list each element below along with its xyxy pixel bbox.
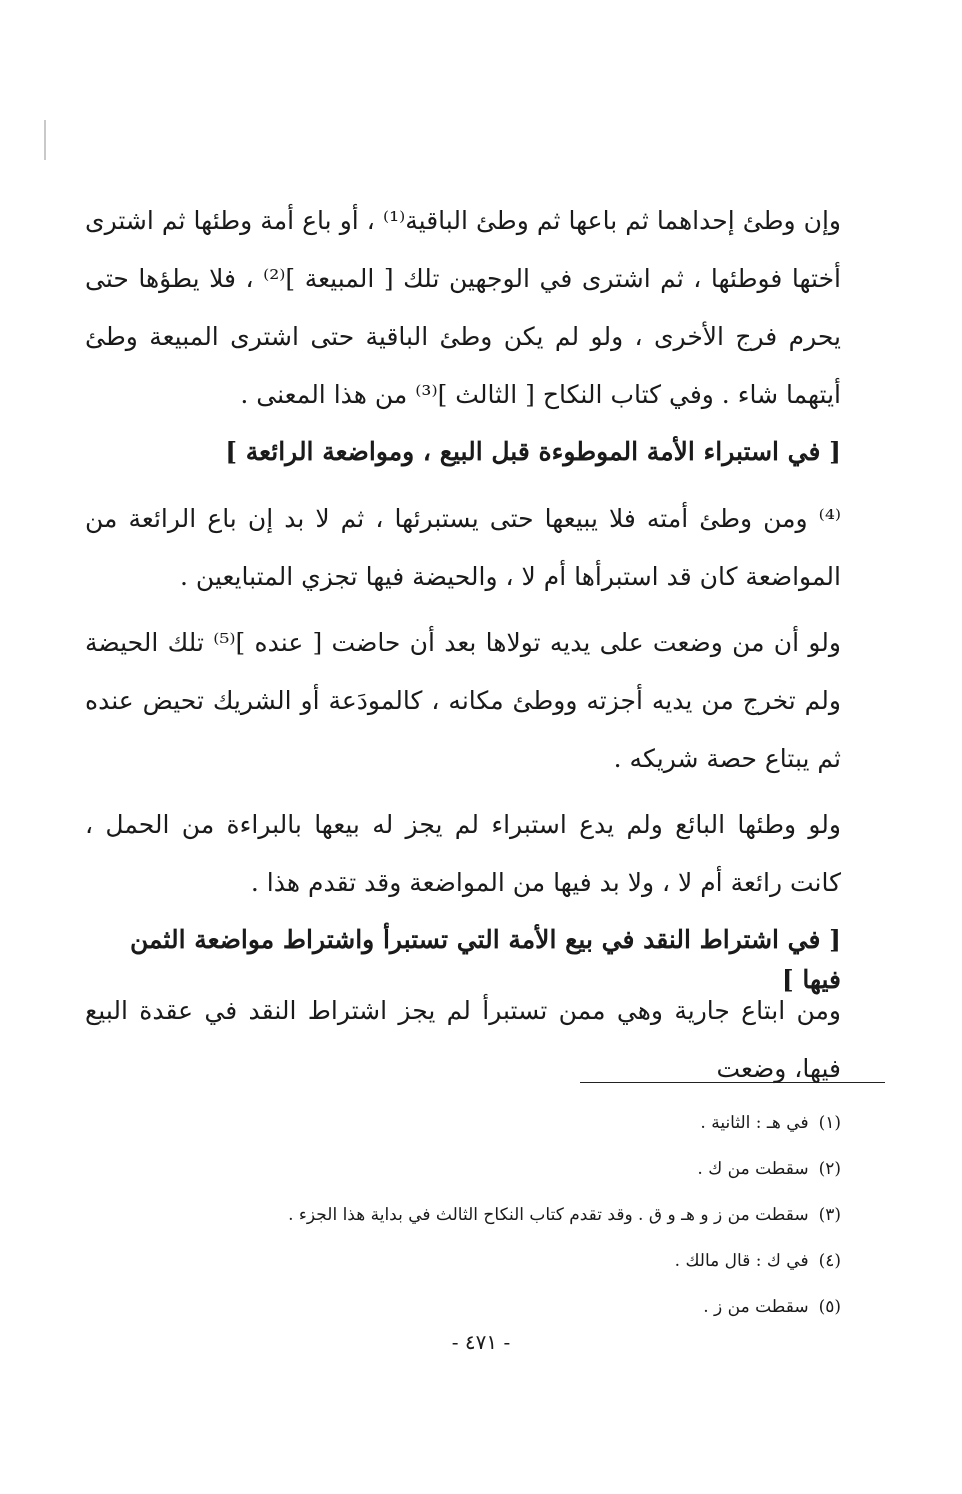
page-number: - ٤٧١ - (451, 1330, 511, 1354)
footnote-number: (١) (818, 1113, 841, 1133)
paragraph-3: ولو أن من وضعت على يديه تولاها بعد أن حاضت [ عنده ]⁽⁵⁾ تلك الحيضة ولم تخرج من يديه أجزته ووطئ مكانه ، كالمودَعة أو الشريك تحيض عنده ثم يبتاع حصة شريكه . (85, 628, 841, 773)
footnotes-list (200, 1100, 841, 1330)
section-heading-2: [ في اشتراط النقد في بيع الأمة التي تستبرأ واشتراط مواضعة الثمن فيها ] (129, 925, 841, 994)
footnote-separator (580, 1082, 885, 1083)
footnote-number: (٤) (818, 1251, 841, 1271)
footnote-item (200, 1284, 841, 1330)
footnote-text: سقطت من ك . (697, 1159, 809, 1179)
paragraph-4: ولو وطئها البائع ولم يدع استبراء لم يجز له بيعها بالبراءة من الحمل ، كانت رائعة أم لا ، ولا بد فيها من المواضعة وقد تقدم هذا . (85, 810, 841, 897)
footnote-text: سقطت من ز . (703, 1297, 809, 1317)
paragraph-2: ⁽⁴⁾ ومن وطئ أمته فلا يبيعها حتى يستبرئها ، ثم لا بد إن باع الرائعة من المواضعة كان قد استبرأها أم لا ، والحيضة فيها تجزي المتبايعين . (85, 504, 841, 591)
footnote-number: (٥) (818, 1297, 841, 1317)
footnote-text: في ك : قال مالك . (674, 1251, 809, 1271)
footnote-item (200, 1192, 841, 1238)
footnote-item (200, 1100, 841, 1146)
paragraph-1: وإن وطئ إحداهما ثم باعها ثم وطئ الباقية⁽¹⁾ ، أو باع أمة وطئها ثم اشترى أختها فوطئها ، ثم اشترى في الوجهين تلك [ المبيعة ]⁽²⁾ ، فلا يطؤها حتى يحرم فرج الأخرى ، ولو لم يكن وطئ الباقية حتى اشترى المبيعة وطئ أيتهما شاء . وفي كتاب النكاح [ الثالث ]⁽³⁾ من هذا المعنى . (85, 206, 842, 409)
footnote-text: في هـ : الثانية . (700, 1113, 809, 1133)
footnote-item (200, 1146, 841, 1192)
footnote-number: (٢) (818, 1159, 841, 1179)
footnote-item (200, 1238, 841, 1284)
scan-edge-mark (44, 120, 46, 160)
paragraph-5: ومن ابتاع جارية وهي ممن تستبرأ لم يجز اشتراط النقد في عقدة البيع فيها، وضعت (85, 996, 841, 1083)
footnote-number: (٣) (818, 1205, 841, 1225)
section-heading-1: [ في استبراء الأمة الموطوءة قبل البيع ، ومواضعة الرائعة ] (225, 437, 841, 466)
footnote-text: سقطت من ز و هـ و ق . وقد تقدم كتاب النكاح الثالث في بداية هذا الجزء . (288, 1205, 809, 1225)
